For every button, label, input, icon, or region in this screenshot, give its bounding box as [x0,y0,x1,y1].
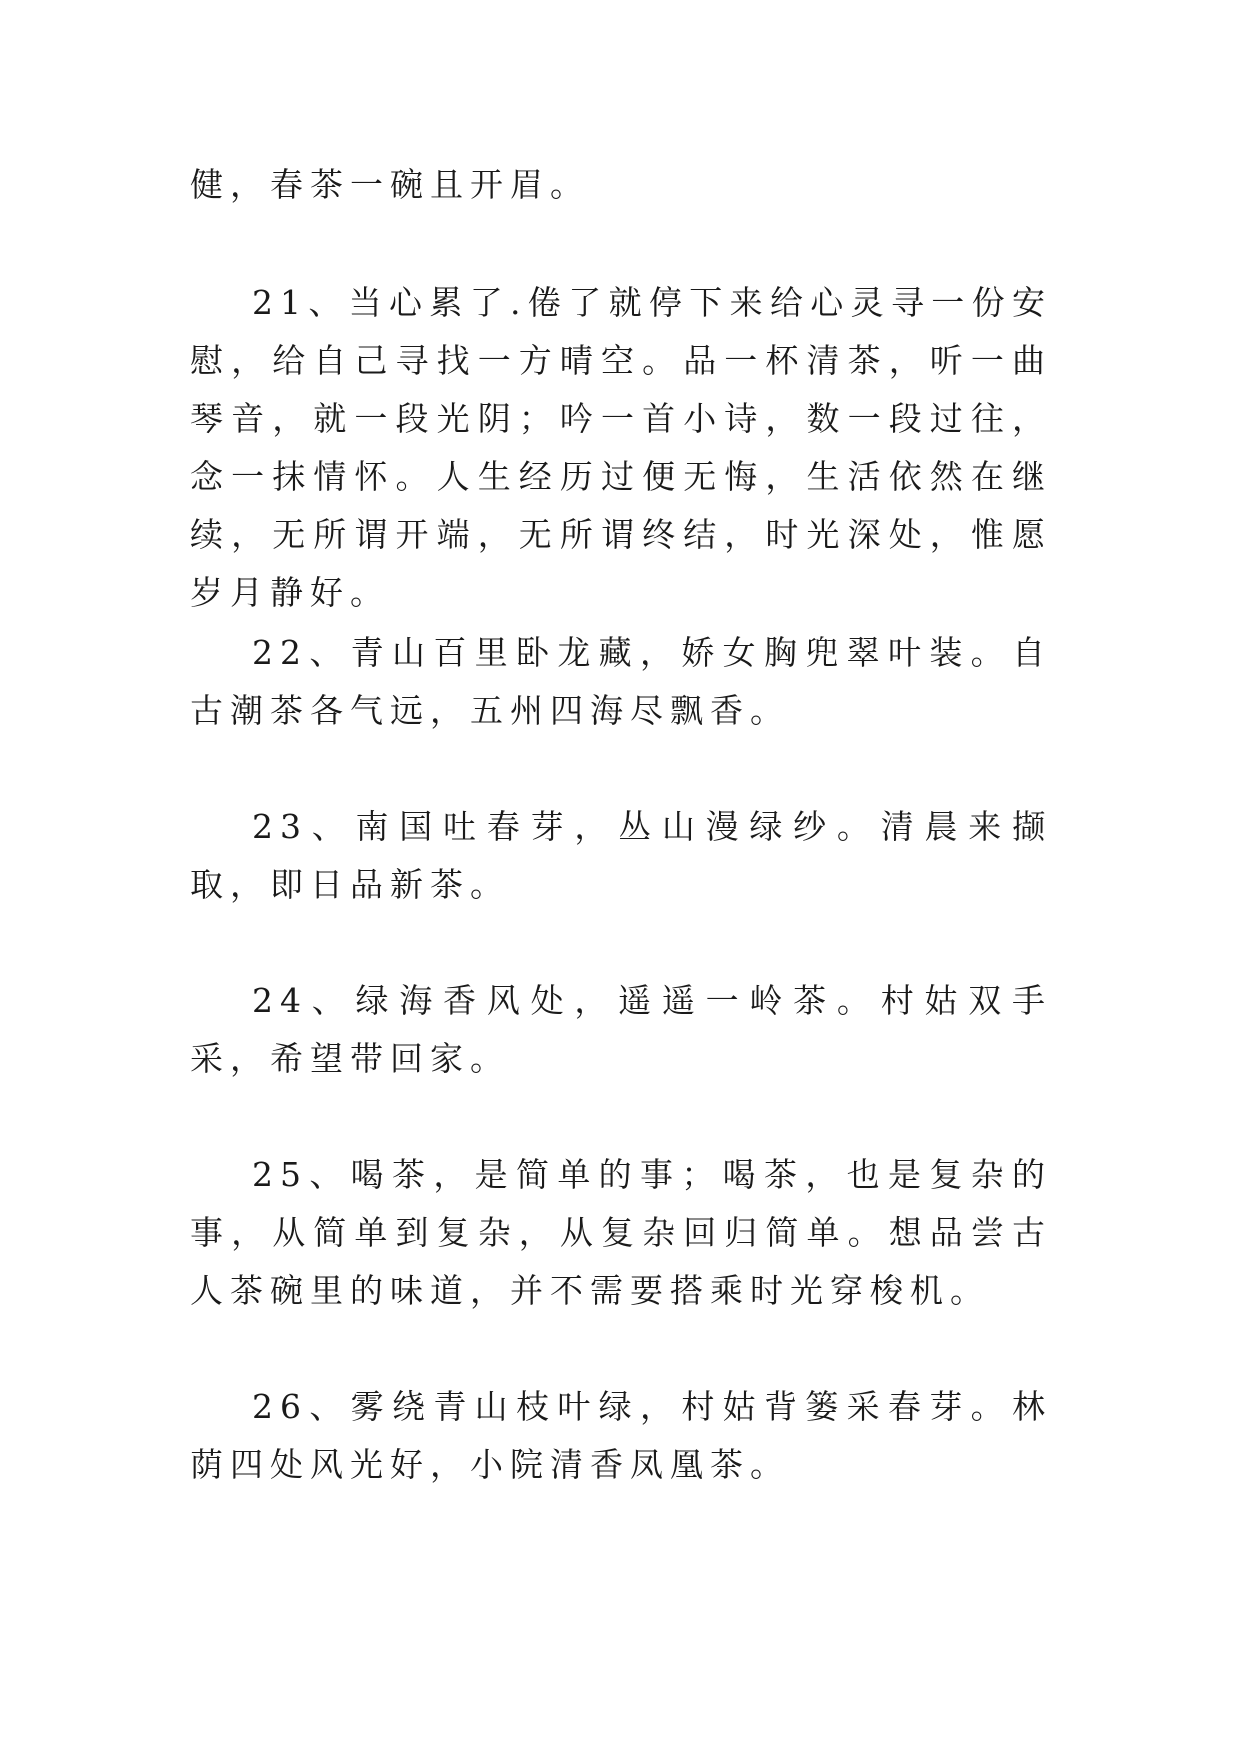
paragraph-continuation: 健，春茶一碗且开眉。 [190,165,590,204]
paragraph-26: 26、雾绕青山枝叶绿，村姑背篓采春芽。林荫四处风光好，小院清香凤凰茶。 [190,1387,1052,1484]
paragraph-22: 22、青山百里卧龙藏，娇女胸兜翠叶装。自古潮茶各气远，五州四海尽飘香。 [190,633,1052,730]
paragraph-21: 21、当心累了.倦了就停下来给心灵寻一份安慰，给自己寻找一方晴空。品一杯清茶，听一曲琴音，就一段光阴；吟一首小诗，数一段过往，念一抹情怀。人生经历过便无悔，生活依然在继续，无所谓开端，无所谓终结，时光深处，惟愿岁月静好。 [190,283,1052,612]
paragraph-23: 23、南国吐春芽，丛山漫绿纱。清晨来撷取，即日品新茶。 [190,807,1052,904]
paragraph-24: 24、绿海香风处，遥遥一岭茶。村姑双手采，希望带回家。 [190,981,1052,1078]
paragraph-25: 25、喝茶，是简单的事；喝茶，也是复杂的事，从简单到复杂，从复杂回归简单。想品尝古人茶碗里的味道，并不需要搭乘时光穿梭机。 [190,1155,1052,1310]
